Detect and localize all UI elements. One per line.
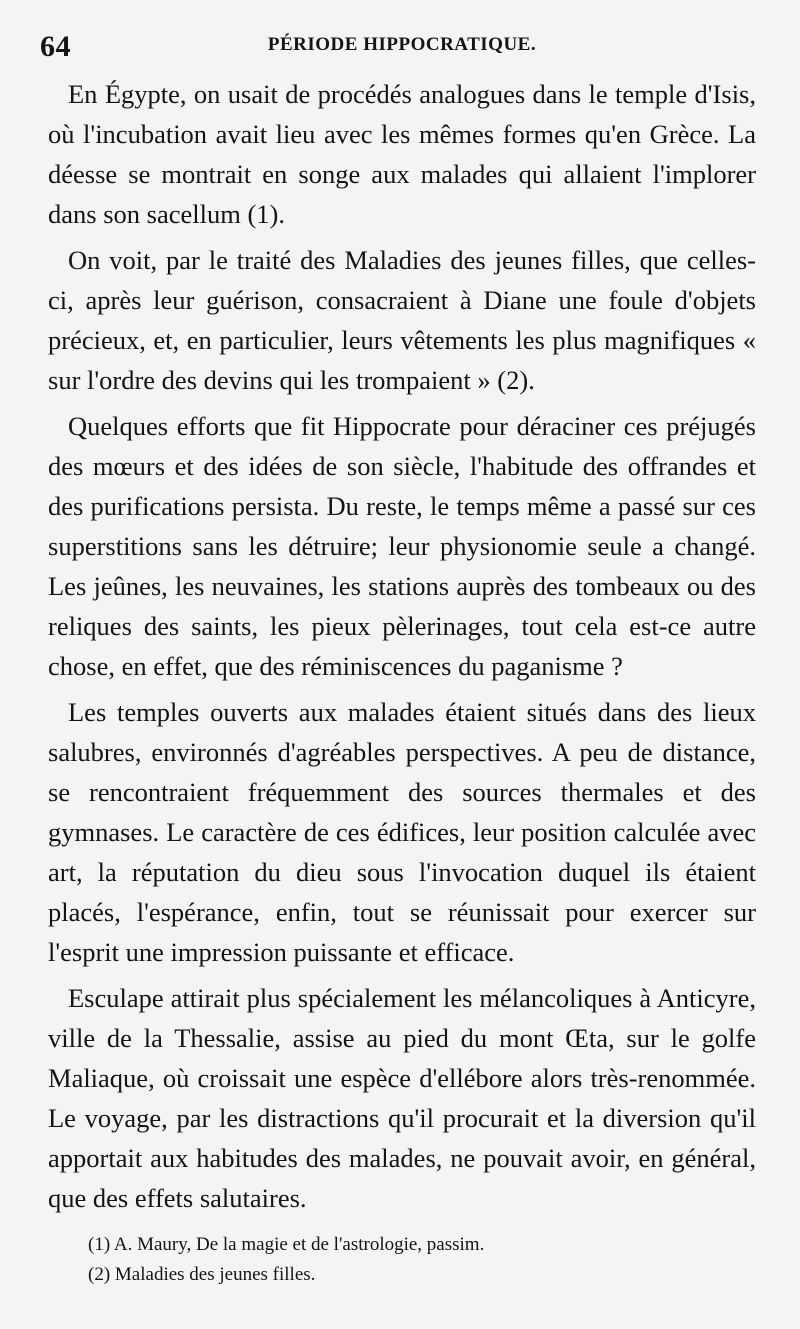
paragraph: En Égypte, on usait de procédés analogues dans le temple d'Isis, où l'incubation avait lieu avec les mêmes formes qu'en Grèce. La déesse se montrait en songe aux malades qui allaient l'implorer dans son sacellum (1). xyxy=(48,79,756,229)
footnote xyxy=(88,1260,484,1290)
paragraph: Quelques efforts que fit Hippocrate pour déraciner ces préjugés des mœurs et des idées de son siècle, l'habitude des offrandes et des purifications persista. Du reste, le temps même a passé sur ces superstitions sans les détruire; leur physionomie seule a changé. Les jeûnes, les neuvaines, les stations auprès des tombeaux ou des reliques des saints, les pieux pèlerinages, tout cela est-ce autre chose, en effet, que des réminiscences du paganisme ? xyxy=(48,411,756,681)
running-head xyxy=(40,30,756,66)
footnote-marker: (2) xyxy=(88,1264,111,1285)
footnotes xyxy=(88,1230,484,1290)
footnote-text: A. Maury, De la magie et de l'astrologie, passim. xyxy=(113,1234,485,1255)
page-number: 64 xyxy=(40,30,71,63)
paragraph: Les temples ouverts aux malades étaient situés dans des lieux salubres, environnés d'agréables perspectives. A peu de distance, se rencontraient fréquemment des sources thermales et des gymnases. Le caractère de ces édifices, leur position calculée avec art, la réputation du dieu sous l'invocation duquel ils étaient placés, l'espérance, enfin, tout se réunissait pour exercer sur l'esprit une impression puissante et efficace. xyxy=(48,697,756,967)
footnote-marker: (1) xyxy=(88,1234,111,1255)
paragraph: Esculape attirait plus spécialement les mélancoliques à Anticyre, ville de la Thessalie, assise au pied du mont Œta, sur le golfe Maliaque, où croissait une espèce d'ellébore alors très-renommée. Le voyage, par les distractions qu'il procurait et la diversion qu'il apportait aux habitudes des malades, ne pouvait avoir, en général, que des effets salutaires. xyxy=(48,983,756,1213)
body-text xyxy=(48,74,756,1218)
footnote xyxy=(88,1230,484,1260)
footnote-text: Maladies des jeunes filles. xyxy=(114,1264,316,1285)
running-title: PÉRIODE HIPPOCRATIQUE. xyxy=(267,34,537,55)
paragraph: On voit, par le traité des Maladies des jeunes filles, que celles-ci, après leur guérison, consacraient à Diane une foule d'objets précieux, et, en particulier, leurs vêtements les plus magnifiques « sur l'ordre des devins qui les trompaient » (2). xyxy=(48,245,756,395)
